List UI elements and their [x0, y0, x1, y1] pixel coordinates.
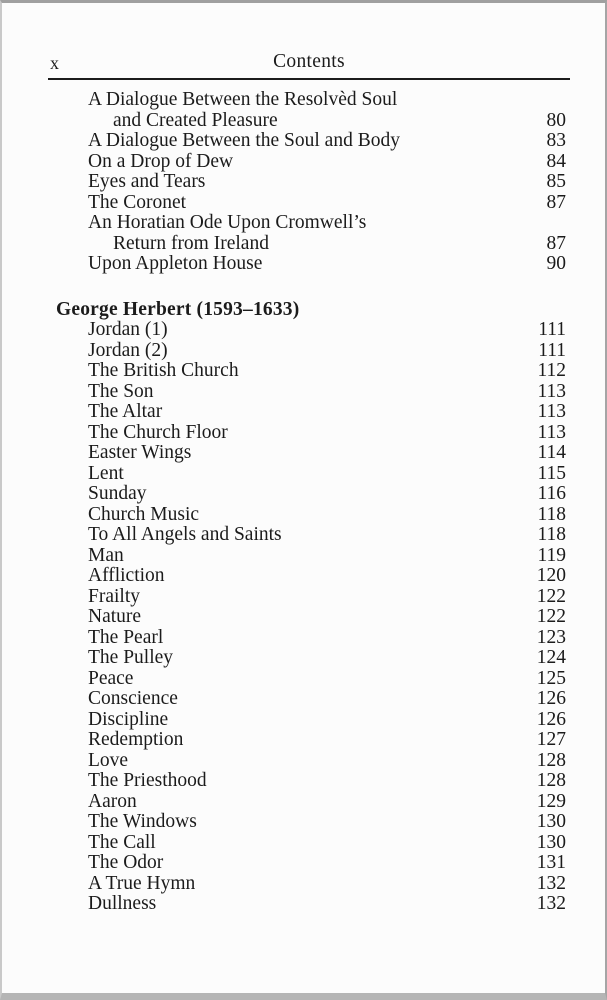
toc-entry: [48, 193, 570, 214]
toc-entry: [48, 382, 570, 403]
toc-entry-page-number: 120: [536, 565, 566, 586]
toc-entry: [48, 402, 570, 423]
toc-entry-page-number: 127: [536, 729, 566, 750]
toc-entry: [48, 111, 570, 132]
toc-entry-title: To All Angels and Saints: [88, 524, 282, 545]
toc-entry: [48, 254, 570, 275]
toc-entry-title: The Windows: [88, 811, 197, 832]
toc-entry-title: Upon Appleton House: [88, 253, 263, 274]
toc-entry-title: Love: [88, 749, 129, 771]
toc-entry-title: The Altar: [88, 401, 163, 422]
toc-entry-title: Aaron: [88, 790, 137, 812]
toc-entry-page-number: 123: [536, 626, 566, 648]
page-header: [48, 52, 570, 80]
toc-entry: [48, 669, 570, 690]
toc-entry: [48, 525, 570, 546]
toc-entry-page-number: 115: [537, 462, 566, 484]
toc-entry-title: The Call: [88, 831, 156, 853]
toc-entry-page-number: 126: [536, 708, 566, 730]
toc-entry: [48, 90, 570, 111]
toc-entry-page-number: 128: [536, 749, 566, 771]
toc-entry-title: Sunday: [88, 483, 147, 504]
toc-entry-page-number: 113: [537, 421, 566, 443]
toc-entry-title: Nature: [88, 606, 142, 627]
toc-entry-page-number: 84: [546, 150, 566, 172]
toc-entry-page-number: 122: [536, 585, 566, 607]
toc-entry: [48, 172, 570, 193]
toc-entry: [48, 464, 570, 485]
page-title: Contents: [273, 51, 345, 72]
toc-entry-title: Eyes and Tears: [88, 171, 206, 192]
toc-entry: [48, 853, 570, 874]
toc-entry-page-number: 112: [537, 360, 566, 381]
toc-entry: [48, 628, 570, 649]
toc-entry: [48, 131, 570, 152]
toc-entry: [48, 341, 570, 362]
toc-entry-title: Easter Wings: [88, 442, 192, 463]
toc-section: [48, 300, 570, 915]
toc-entry-title: The Church Floor: [88, 421, 228, 443]
toc-entry-page-number: 80: [546, 109, 566, 131]
toc-entry: [48, 812, 570, 833]
toc-entry-page-number: 111: [538, 319, 566, 340]
toc-entry-title: The Son: [88, 380, 154, 402]
toc-entry: [48, 730, 570, 751]
toc-entry-page-number: 131: [536, 852, 566, 873]
toc-entry: [48, 587, 570, 608]
toc-entry: [48, 689, 570, 710]
toc-entry-page-number: 125: [536, 667, 566, 689]
toc-entry: [48, 152, 570, 173]
toc-entry-title: A Dialogue Between the Soul and Body: [88, 130, 400, 151]
toc-entry: [48, 771, 570, 792]
toc-entry: [48, 874, 570, 895]
toc-entry: [48, 213, 570, 234]
toc-entry: [48, 546, 570, 567]
section-heading: George Herbert (1593–1633): [56, 298, 300, 320]
folio-number: x: [50, 53, 59, 73]
toc-entry-title: Man: [88, 544, 124, 566]
toc-entry: [48, 894, 570, 915]
toc-entry: [48, 648, 570, 669]
toc-entry-page-number: 129: [536, 790, 566, 812]
toc-entry-title-continued: Return from Ireland: [113, 232, 269, 254]
toc-entry-title: Jordan (2): [88, 339, 168, 361]
toc-entry-title-continued: and Created Pleasure: [113, 109, 278, 131]
toc-entry-page-number: 114: [537, 442, 566, 463]
toc-entry: [48, 751, 570, 772]
toc-entry-page-number: 118: [537, 524, 566, 545]
toc-entry-title: Peace: [88, 667, 134, 689]
toc-entry-page-number: 87: [546, 232, 566, 254]
toc-entry-title: On a Drop of Dew: [88, 150, 234, 172]
toc-entry-title: The Odor: [88, 852, 164, 873]
toc-entry-page-number: 122: [536, 606, 566, 627]
toc-entry: [48, 361, 570, 382]
toc-entry: [48, 833, 570, 854]
toc-entry-title: The Pearl: [88, 626, 164, 648]
toc-entry-page-number: 124: [536, 647, 566, 668]
toc-entry-title: Dullness: [88, 893, 157, 914]
toc-entry-title: Lent: [88, 462, 124, 484]
toc-entry-page-number: 116: [537, 483, 566, 504]
toc-entry: [48, 234, 570, 255]
toc-entry: [48, 484, 570, 505]
toc-entry-page-number: 130: [536, 831, 566, 853]
toc-entry-title: Redemption: [88, 729, 184, 750]
toc-entry-page-number: 118: [537, 503, 566, 525]
toc-entry-title: A True Hymn: [88, 872, 196, 894]
toc-entry-title: Affliction: [88, 565, 165, 586]
toc-entry: [48, 607, 570, 628]
toc-entry-page-number: 111: [538, 339, 566, 361]
toc-entry-page-number: 113: [537, 401, 566, 422]
toc-entry-page-number: 126: [536, 688, 566, 709]
toc-entry-title: The Pulley: [88, 647, 174, 668]
toc-entry: [48, 320, 570, 341]
toc-entry: [48, 792, 570, 813]
toc-entry-title: The Priesthood: [88, 770, 207, 791]
toc-entry: [48, 566, 570, 587]
toc-entry-page-number: 132: [536, 893, 566, 914]
toc-entry-title: An Horatian Ode Upon Cromwell’s: [88, 212, 367, 233]
toc-section: [48, 90, 570, 275]
toc-entry-page-number: 132: [536, 872, 566, 894]
toc-entry-page-number: 119: [537, 544, 566, 566]
toc-entry-page-number: 113: [537, 380, 566, 402]
toc-entry-title: The British Church: [88, 360, 239, 381]
toc-entry-title: Conscience: [88, 688, 178, 709]
toc-entry-page-number: 90: [546, 253, 566, 274]
toc-entry-page-number: 128: [536, 770, 566, 791]
toc-entry-page-number: 87: [546, 191, 566, 213]
toc-entry: [48, 710, 570, 731]
toc-entry-title: Discipline: [88, 708, 169, 730]
page-content: [48, 52, 570, 915]
toc-entry-title: Frailty: [88, 585, 140, 607]
table-of-contents: [48, 90, 570, 915]
toc-entry-title: The Coronet: [88, 191, 187, 213]
toc-entry-title: Church Music: [88, 503, 200, 525]
toc-entry-page-number: 83: [546, 130, 566, 151]
toc-entry: [48, 505, 570, 526]
toc-entry-title: Jordan (1): [88, 319, 168, 340]
toc-entry: [48, 443, 570, 464]
toc-entry-page-number: 85: [546, 171, 566, 192]
toc-entry: [48, 423, 570, 444]
toc-entry-title: A Dialogue Between the Resolvèd Soul: [88, 89, 398, 110]
toc-entry-page-number: 130: [536, 811, 566, 832]
